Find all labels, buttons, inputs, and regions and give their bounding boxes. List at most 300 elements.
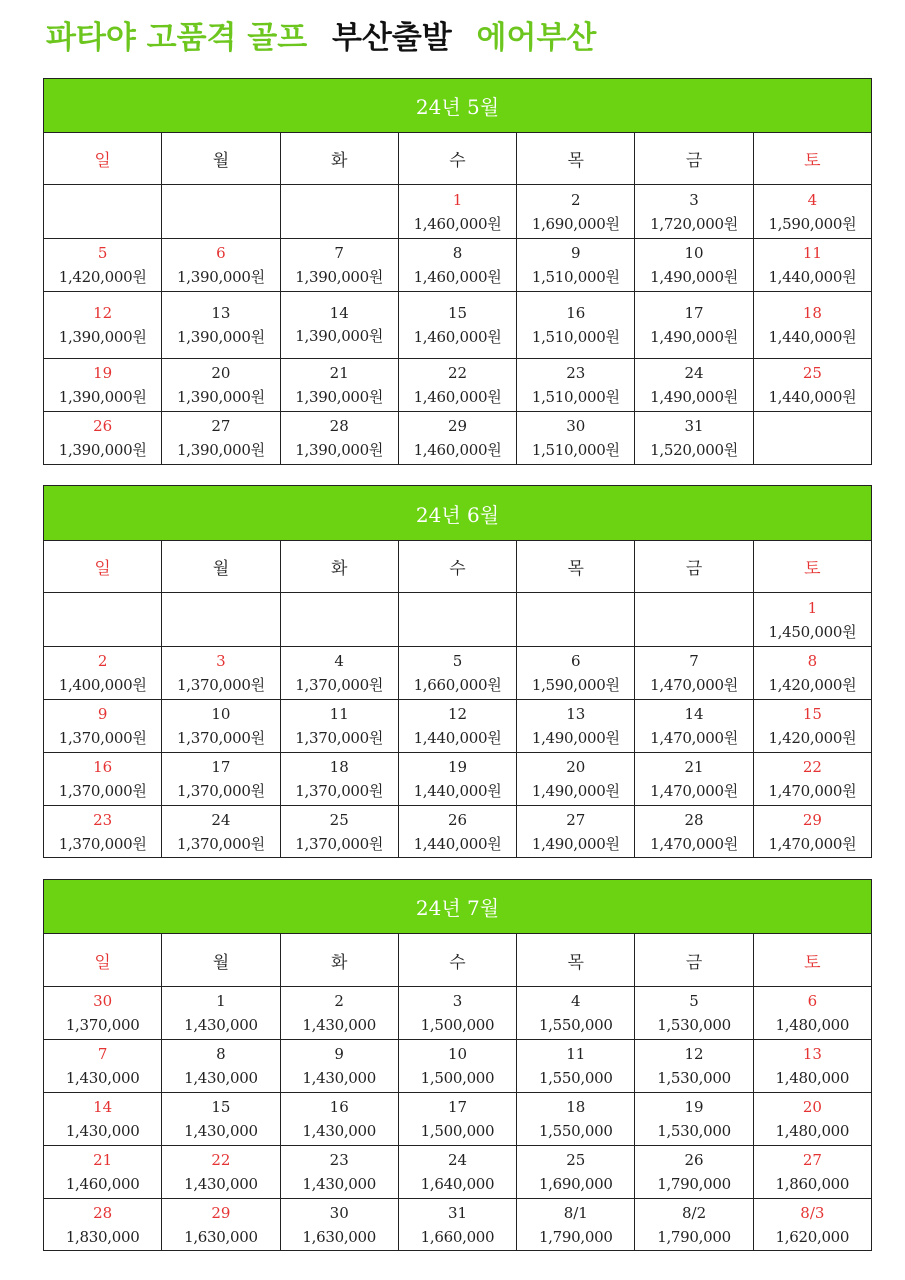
day-number: 16 xyxy=(329,1098,349,1116)
day-number: 30 xyxy=(93,992,113,1010)
day-number: 20 xyxy=(566,758,586,776)
weekday-header: 화 xyxy=(280,934,398,987)
day-number: 3 xyxy=(216,652,226,670)
day-number: 30 xyxy=(329,1203,349,1222)
weekday-header: 금 xyxy=(635,541,753,593)
day-price: 1,470,000원 xyxy=(768,782,857,800)
empty-day-cell xyxy=(162,185,280,239)
day-number: 3 xyxy=(452,992,463,1010)
day-price: 1,790,000 xyxy=(657,1175,731,1193)
day-number: 29 xyxy=(802,810,822,829)
day-number: 26 xyxy=(93,417,113,435)
day-price: 1,620,000 xyxy=(775,1227,850,1246)
weekday-header: 금 xyxy=(635,934,753,987)
day-number: 13 xyxy=(566,705,586,723)
day-price: 1,420,000원 xyxy=(768,676,857,694)
day-cell xyxy=(280,1093,398,1146)
day-cell xyxy=(162,753,280,806)
day-price: 1,530,000 xyxy=(657,1069,731,1087)
week-row xyxy=(44,806,872,858)
day-cell xyxy=(162,359,280,412)
day-number: 19 xyxy=(447,758,468,776)
day-price: 1,550,000 xyxy=(538,1122,613,1140)
weekday-header: 월 xyxy=(162,541,280,593)
day-cell xyxy=(280,292,398,359)
day-number: 25 xyxy=(566,1151,586,1169)
day-cell xyxy=(280,647,398,700)
week-row xyxy=(44,700,872,753)
day-cell xyxy=(280,412,398,465)
day-number: 9 xyxy=(570,244,581,262)
day-price: 1,500,000 xyxy=(420,1069,495,1087)
day-number: 1 xyxy=(216,992,226,1010)
weekday-header: 일 xyxy=(44,541,162,593)
day-number: 14 xyxy=(684,705,704,723)
empty-day-cell xyxy=(44,593,162,647)
day-price: 1,390,000원 xyxy=(58,328,147,346)
day-price: 1,720,000원 xyxy=(650,214,738,233)
day-number: 6 xyxy=(807,992,818,1010)
day-cell xyxy=(517,806,635,858)
day-cell xyxy=(517,987,635,1040)
week-row xyxy=(44,1093,872,1146)
day-number: 4 xyxy=(334,652,344,670)
day-cell xyxy=(753,239,871,292)
day-price: 1,370,000원 xyxy=(177,729,265,747)
day-number: 18 xyxy=(329,758,349,776)
day-cell xyxy=(635,412,753,465)
month-calendar-table xyxy=(43,485,872,858)
day-cell xyxy=(280,753,398,806)
day-price: 1,510,000원 xyxy=(531,268,620,286)
day-cell xyxy=(162,1040,280,1093)
title-airline: 에어부산 xyxy=(476,20,597,56)
day-cell xyxy=(517,700,635,753)
day-number: 16 xyxy=(566,304,586,322)
day-cell xyxy=(44,987,162,1040)
day-number: 8/2 xyxy=(681,1203,707,1222)
day-number: 29 xyxy=(447,417,468,435)
day-price: 1,660,000 xyxy=(420,1227,495,1246)
day-price: 1,490,000원 xyxy=(531,729,620,747)
day-price: 1,370,000원 xyxy=(58,782,147,800)
day-price: 1,500,000 xyxy=(420,1122,495,1140)
day-number: 22 xyxy=(802,758,822,776)
day-price: 1,390,000원 xyxy=(295,327,384,345)
day-number: 8/1 xyxy=(563,1203,588,1222)
day-number: 17 xyxy=(211,758,231,776)
weekday-header: 수 xyxy=(398,133,516,185)
day-cell xyxy=(162,412,280,465)
day-number: 17 xyxy=(447,1098,468,1116)
day-price: 1,440,000원 xyxy=(413,782,502,800)
week-row xyxy=(44,647,872,700)
day-price: 1,390,000원 xyxy=(58,441,147,459)
day-cell xyxy=(635,359,753,412)
day-cell xyxy=(398,753,516,806)
day-price: 1,390,000원 xyxy=(295,268,384,286)
weekday-header: 월 xyxy=(162,934,280,987)
day-number: 18 xyxy=(802,304,822,322)
day-number: 25 xyxy=(329,810,349,829)
day-cell xyxy=(398,1199,516,1251)
day-cell xyxy=(517,753,635,806)
day-number: 24 xyxy=(684,364,704,382)
day-cell xyxy=(398,239,516,292)
week-row xyxy=(44,1146,872,1199)
day-number: 21 xyxy=(329,364,349,382)
day-price: 1,440,000원 xyxy=(413,729,502,747)
day-number: 3 xyxy=(689,190,699,209)
day-number: 7 xyxy=(689,652,699,670)
day-number: 2 xyxy=(97,652,108,670)
day-cell xyxy=(753,292,871,359)
day-price: 1,860,000 xyxy=(775,1175,850,1193)
day-price: 1,510,000원 xyxy=(531,328,620,346)
weekday-header: 목 xyxy=(517,541,635,593)
day-number: 12 xyxy=(93,304,113,322)
day-number: 5 xyxy=(97,244,108,262)
month-title: 24년 6월 xyxy=(44,486,872,541)
day-number: 28 xyxy=(329,417,349,435)
day-price: 1,420,000원 xyxy=(58,268,147,286)
month-title: 24년 7월 xyxy=(44,880,872,934)
day-number: 25 xyxy=(802,364,822,382)
day-price: 1,640,000 xyxy=(420,1175,495,1193)
day-price: 1,460,000 xyxy=(65,1175,140,1193)
day-cell xyxy=(635,700,753,753)
week-row xyxy=(44,753,872,806)
month-calendar-table xyxy=(43,78,872,465)
day-number: 21 xyxy=(93,1151,113,1169)
day-price: 1,370,000원 xyxy=(177,782,265,800)
day-cell xyxy=(162,987,280,1040)
day-price: 1,660,000원 xyxy=(413,676,502,694)
day-cell xyxy=(635,1040,753,1093)
day-cell xyxy=(162,239,280,292)
day-price: 1,460,000원 xyxy=(413,268,502,286)
day-price: 1,370,000원 xyxy=(295,782,384,800)
day-cell xyxy=(162,647,280,700)
day-number: 9 xyxy=(334,1045,344,1063)
day-number: 19 xyxy=(93,364,113,382)
day-cell xyxy=(398,700,516,753)
day-price: 1,430,000 xyxy=(184,1016,258,1034)
day-number: 7 xyxy=(97,1045,108,1063)
day-number: 2 xyxy=(334,992,344,1010)
day-number: 27 xyxy=(802,1151,822,1169)
day-cell xyxy=(753,753,871,806)
day-price: 1,430,000 xyxy=(184,1069,258,1087)
day-cell xyxy=(44,647,162,700)
day-price: 1,550,000 xyxy=(538,1016,613,1034)
day-number: 6 xyxy=(216,244,226,262)
day-number: 10 xyxy=(211,705,231,723)
day-price: 1,630,000 xyxy=(302,1227,377,1246)
day-number: 18 xyxy=(566,1098,586,1116)
day-number: 16 xyxy=(93,758,113,776)
day-price: 1,460,000원 xyxy=(413,441,502,459)
day-price: 1,490,000원 xyxy=(650,268,738,286)
weekday-header: 화 xyxy=(280,133,398,185)
empty-day-cell xyxy=(517,593,635,647)
day-cell xyxy=(398,292,516,359)
day-cell xyxy=(44,753,162,806)
day-price: 1,390,000원 xyxy=(177,268,265,286)
day-price: 1,370,000원 xyxy=(177,834,265,853)
day-cell xyxy=(753,593,871,647)
day-cell xyxy=(753,700,871,753)
day-cell xyxy=(162,806,280,858)
day-cell xyxy=(44,1199,162,1251)
day-price: 1,450,000원 xyxy=(768,622,857,641)
day-price: 1,470,000원 xyxy=(650,729,738,747)
day-cell xyxy=(635,185,753,239)
day-price: 1,470,000원 xyxy=(650,782,738,800)
empty-day-cell xyxy=(398,593,516,647)
day-number: 13 xyxy=(802,1045,822,1063)
day-number: 21 xyxy=(684,758,704,776)
day-number: 15 xyxy=(802,705,822,723)
day-price: 1,430,000 xyxy=(302,1016,377,1034)
day-cell xyxy=(398,1146,516,1199)
day-price: 1,590,000원 xyxy=(768,214,857,233)
weekday-header: 토 xyxy=(753,934,871,987)
day-number: 8 xyxy=(216,1045,226,1063)
day-cell xyxy=(517,1040,635,1093)
day-number: 8 xyxy=(807,652,818,670)
day-cell xyxy=(753,359,871,412)
day-price: 1,370,000원 xyxy=(295,834,384,853)
day-number: 9 xyxy=(97,705,108,723)
day-cell xyxy=(280,700,398,753)
day-number: 20 xyxy=(802,1098,822,1116)
day-price: 1,460,000원 xyxy=(413,328,502,346)
day-number: 20 xyxy=(211,364,231,382)
day-number: 19 xyxy=(684,1098,704,1116)
day-number: 30 xyxy=(566,417,586,435)
day-cell xyxy=(517,239,635,292)
day-price: 1,370,000원 xyxy=(58,834,147,853)
weekday-header: 토 xyxy=(753,541,871,593)
day-cell xyxy=(162,1146,280,1199)
day-price: 1,430,000 xyxy=(302,1069,377,1087)
day-cell xyxy=(398,185,516,239)
day-price: 1,530,000 xyxy=(657,1016,731,1034)
day-number: 24 xyxy=(447,1151,468,1169)
day-number: 5 xyxy=(689,992,699,1010)
day-cell xyxy=(753,1146,871,1199)
day-price: 1,480,000 xyxy=(775,1016,850,1034)
day-cell xyxy=(517,412,635,465)
week-row xyxy=(44,239,872,292)
day-cell xyxy=(280,239,398,292)
day-price: 1,470,000원 xyxy=(650,676,738,694)
day-price: 1,470,000원 xyxy=(650,834,738,853)
day-number: 29 xyxy=(211,1203,231,1222)
day-number: 2 xyxy=(570,190,581,209)
week-row xyxy=(44,1040,872,1093)
title-departure: 부산출발 xyxy=(331,20,452,56)
day-price: 1,520,000원 xyxy=(650,441,738,459)
day-number: 24 xyxy=(211,810,231,829)
day-price: 1,440,000원 xyxy=(768,268,857,286)
day-price: 1,440,000원 xyxy=(768,328,857,346)
day-cell xyxy=(280,1040,398,1093)
day-cell xyxy=(44,1093,162,1146)
day-number: 22 xyxy=(211,1151,231,1169)
weekday-header: 금 xyxy=(635,133,753,185)
week-row xyxy=(44,292,872,359)
day-price: 1,790,000 xyxy=(657,1227,731,1246)
day-price: 1,440,000원 xyxy=(413,834,502,853)
day-price: 1,590,000원 xyxy=(531,676,620,694)
week-row xyxy=(44,359,872,412)
weekday-header: 화 xyxy=(280,541,398,593)
day-price: 1,490,000원 xyxy=(531,782,620,800)
empty-day-cell xyxy=(635,593,753,647)
day-price: 1,470,000원 xyxy=(768,834,857,853)
day-cell xyxy=(753,1040,871,1093)
day-price: 1,370,000원 xyxy=(58,729,147,747)
day-price: 1,530,000 xyxy=(657,1122,731,1140)
day-cell xyxy=(162,1093,280,1146)
day-number: 31 xyxy=(684,417,704,435)
day-number: 11 xyxy=(802,244,822,262)
day-cell xyxy=(398,412,516,465)
day-price: 1,480,000 xyxy=(775,1069,850,1087)
day-price: 1,390,000원 xyxy=(295,388,384,406)
day-cell xyxy=(517,1199,635,1251)
day-number: 26 xyxy=(447,810,468,829)
day-number: 27 xyxy=(211,417,231,435)
day-price: 1,430,000 xyxy=(65,1122,140,1140)
day-cell xyxy=(517,185,635,239)
day-cell xyxy=(517,1146,635,1199)
day-number: 10 xyxy=(447,1045,468,1063)
day-cell xyxy=(635,1199,753,1251)
day-cell xyxy=(517,359,635,412)
day-cell xyxy=(398,647,516,700)
day-price: 1,440,000원 xyxy=(768,388,857,406)
day-cell xyxy=(280,806,398,858)
day-cell xyxy=(753,1093,871,1146)
day-cell xyxy=(44,239,162,292)
week-row xyxy=(44,185,872,239)
day-number: 4 xyxy=(570,992,581,1010)
day-number: 8/3 xyxy=(800,1203,825,1222)
day-price: 1,480,000 xyxy=(775,1122,850,1140)
weekday-header: 목 xyxy=(517,934,635,987)
day-price: 1,370,000원 xyxy=(295,676,384,694)
day-number: 22 xyxy=(447,364,468,382)
day-price: 1,490,000원 xyxy=(650,388,738,406)
weekday-header: 수 xyxy=(398,541,516,593)
day-number: 11 xyxy=(329,705,349,723)
day-number: 1 xyxy=(452,190,463,209)
day-cell xyxy=(280,359,398,412)
day-price: 1,390,000원 xyxy=(177,328,265,346)
week-row xyxy=(44,412,872,465)
day-number: 23 xyxy=(93,810,113,829)
day-price: 1,390,000원 xyxy=(295,441,384,459)
day-cell xyxy=(280,1146,398,1199)
day-number: 26 xyxy=(684,1151,704,1169)
day-cell xyxy=(753,987,871,1040)
empty-day-cell xyxy=(162,593,280,647)
week-row xyxy=(44,1199,872,1251)
day-cell xyxy=(635,1093,753,1146)
day-number: 14 xyxy=(329,304,349,322)
day-number: 12 xyxy=(684,1045,704,1063)
day-price: 1,630,000 xyxy=(184,1227,258,1246)
day-cell xyxy=(44,1146,162,1199)
day-cell xyxy=(398,806,516,858)
day-number: 14 xyxy=(93,1098,113,1116)
weekday-header: 목 xyxy=(517,133,635,185)
empty-day-cell xyxy=(753,412,871,465)
day-cell xyxy=(635,1146,753,1199)
day-number: 7 xyxy=(334,244,344,262)
day-cell xyxy=(44,806,162,858)
day-price: 1,430,000 xyxy=(184,1175,258,1193)
day-price: 1,420,000원 xyxy=(768,729,857,747)
day-price: 1,490,000원 xyxy=(531,834,620,853)
day-number: 23 xyxy=(329,1151,349,1169)
day-cell xyxy=(635,647,753,700)
day-number: 8 xyxy=(452,244,463,262)
day-price: 1,460,000원 xyxy=(413,388,502,406)
day-price: 1,390,000원 xyxy=(177,441,265,459)
day-price: 1,460,000원 xyxy=(413,214,502,233)
day-number: 28 xyxy=(93,1203,113,1222)
empty-day-cell xyxy=(280,593,398,647)
day-price: 1,370,000원 xyxy=(177,676,265,694)
day-number: 6 xyxy=(570,652,581,670)
empty-day-cell xyxy=(280,185,398,239)
day-price: 1,490,000원 xyxy=(650,328,738,346)
day-price: 1,830,000 xyxy=(65,1227,140,1246)
day-cell xyxy=(44,359,162,412)
title-product: 파타야 고품격 골프 xyxy=(46,20,308,56)
day-cell xyxy=(753,806,871,858)
day-cell xyxy=(280,987,398,1040)
day-price: 1,430,000 xyxy=(302,1122,377,1140)
weekday-header: 일 xyxy=(44,133,162,185)
day-cell xyxy=(44,1040,162,1093)
day-number: 13 xyxy=(211,304,231,322)
day-price: 1,690,000원 xyxy=(531,214,620,233)
day-number: 23 xyxy=(566,364,586,382)
day-number: 15 xyxy=(447,304,468,322)
day-cell xyxy=(635,987,753,1040)
day-price: 1,500,000 xyxy=(420,1016,495,1034)
day-price: 1,390,000원 xyxy=(177,388,265,406)
day-number: 28 xyxy=(684,810,704,829)
day-cell xyxy=(635,806,753,858)
weekday-header: 토 xyxy=(753,133,871,185)
day-price: 1,430,000 xyxy=(65,1069,140,1087)
day-number: 31 xyxy=(447,1203,468,1222)
day-price: 1,510,000원 xyxy=(531,388,620,406)
month-title: 24년 5월 xyxy=(44,79,872,133)
day-cell xyxy=(280,1199,398,1251)
day-cell xyxy=(517,647,635,700)
day-cell xyxy=(162,1199,280,1251)
weekday-header: 수 xyxy=(398,934,516,987)
day-number: 11 xyxy=(566,1045,586,1063)
day-cell xyxy=(44,292,162,359)
